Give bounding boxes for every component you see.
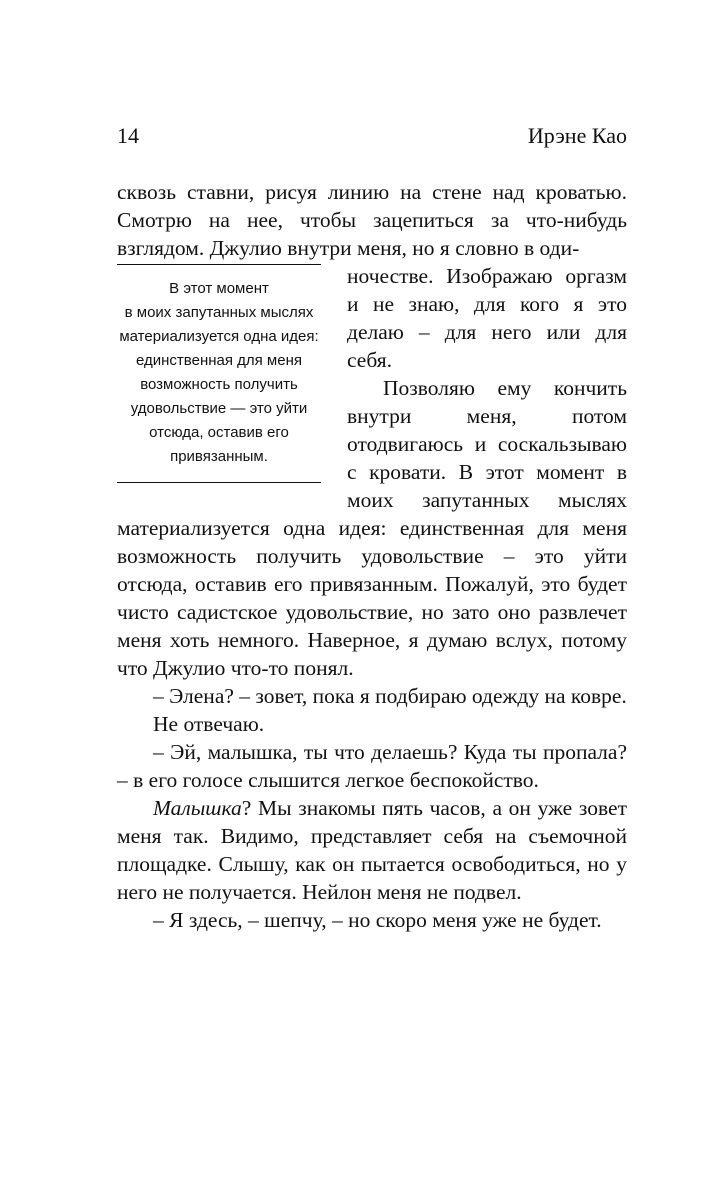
paragraph-4: Не отвечаю. — [153, 712, 265, 736]
pullquote-line: удовольствие — это уйти — [130, 400, 308, 417]
paragraph-7-dialogue: – Я здесь, – шепчу, – но скоро меня уже не будет. — [153, 908, 602, 932]
paragraph-1-start: сквозь ставни, рисуя линию на стене над кроватью. Смотрю на нее, чтобы зацепиться за что-нибудь взглядом. Джулио внутри меня, но я словно в оди- — [117, 180, 627, 260]
paragraph-6-rest: ? Мы знакомы пять часов, а он уже зовет меня так. Видимо, представляет себя на съемочной площадке. Слышу, как он пытается освободиться, но у него не получается. Нейлон меня не подвел. — [117, 796, 627, 904]
pullquote-line: привязанным. — [170, 448, 268, 465]
paragraph-1-continued: ночестве. Изображаю оргазм и не знаю, для кого я это делаю – для него или для себя. — [347, 264, 627, 372]
paragraph-3-dialogue: – Элена? – зовет, пока я подбираю одежду на ковре. — [153, 684, 627, 708]
pullquote-line: в моих запутанных мыслях — [124, 304, 314, 321]
paragraph-6 — [117, 794, 627, 906]
italic-word: Малышка — [153, 796, 242, 820]
paragraph-5-dialogue: – Эй, малышка, ты что делаешь? Куда ты пропала? – в его голосе слышится легкое беспокойство. — [117, 740, 627, 792]
pullquote-line: В этот момент — [169, 280, 269, 297]
running-head — [117, 121, 627, 151]
pullquote — [117, 264, 321, 483]
page-number: 14 — [117, 123, 139, 148]
pullquote-line: материализуется одна идея: — [119, 328, 319, 345]
pullquote-line: отсюда, оставив его — [149, 424, 289, 441]
paragraph-2: Позволяю ему кончить внутри меня, потом отодвигаюсь и соскальзываю с кровати. В этот момент в моих запутанных мыслях материализуется одна идея: единственная для меня возможность получить удовольствие – это уйти отсюда, оставив его привязанным. Пожалуй, это будет чисто садистское удовольствие, но зато оно развлечет меня хоть немного. Наверное, я думаю вслух, потому что Джулио что-то понял. — [117, 376, 627, 680]
running-title: Ирэне Као — [527, 123, 627, 148]
pullquote-line: единственная для меня — [136, 352, 302, 369]
pullquote-line: возможность получить — [140, 376, 298, 393]
body-text — [117, 178, 627, 934]
